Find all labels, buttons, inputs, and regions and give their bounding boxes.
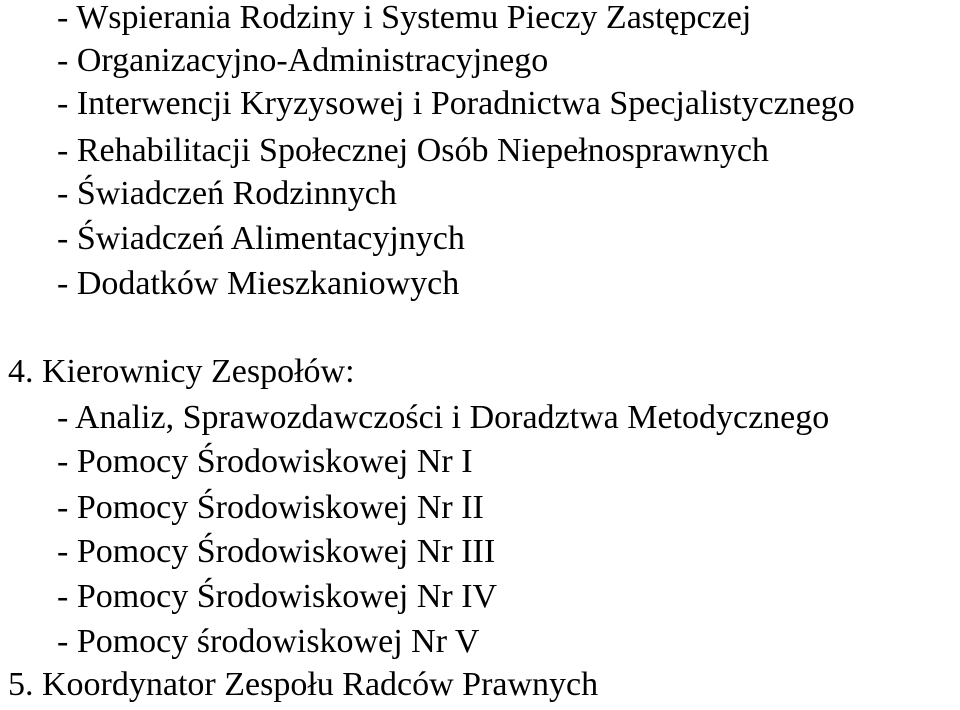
list-item: - Pomocy Środowiskowej Nr IV [57, 578, 498, 615]
list-item: - Pomocy środowiskowej Nr V [57, 623, 480, 660]
list-item: - Pomocy Środowiskowej Nr III [57, 533, 496, 570]
list-item: - Organizacyjno-Administracyjnego [57, 42, 549, 79]
list-item: - Rehabilitacji Społecznej Osób Niepełnosprawnych [57, 132, 769, 169]
section-heading: 4. Kierownicy Zespołów: [8, 353, 355, 390]
list-item: - Wspierania Rodziny i Systemu Pieczy Zastępczej [57, 0, 752, 36]
list-item: - Pomocy Środowiskowej Nr II [57, 489, 484, 526]
list-item: - Dodatków Mieszkaniowych [57, 265, 460, 302]
list-item: - Świadczeń Alimentacyjnych [57, 220, 465, 257]
list-item: - Interwencji Kryzysowej i Poradnictwa Specjalistycznego [57, 85, 855, 122]
section-heading: 5. Koordynator Zespołu Radców Prawnych [8, 666, 599, 703]
list-item: - Analiz, Sprawozdawczości i Doradztwa Metodycznego [57, 399, 830, 436]
list-item: - Pomocy Środowiskowej Nr I [57, 443, 473, 480]
list-item: - Świadczeń Rodzinnych [57, 175, 397, 212]
